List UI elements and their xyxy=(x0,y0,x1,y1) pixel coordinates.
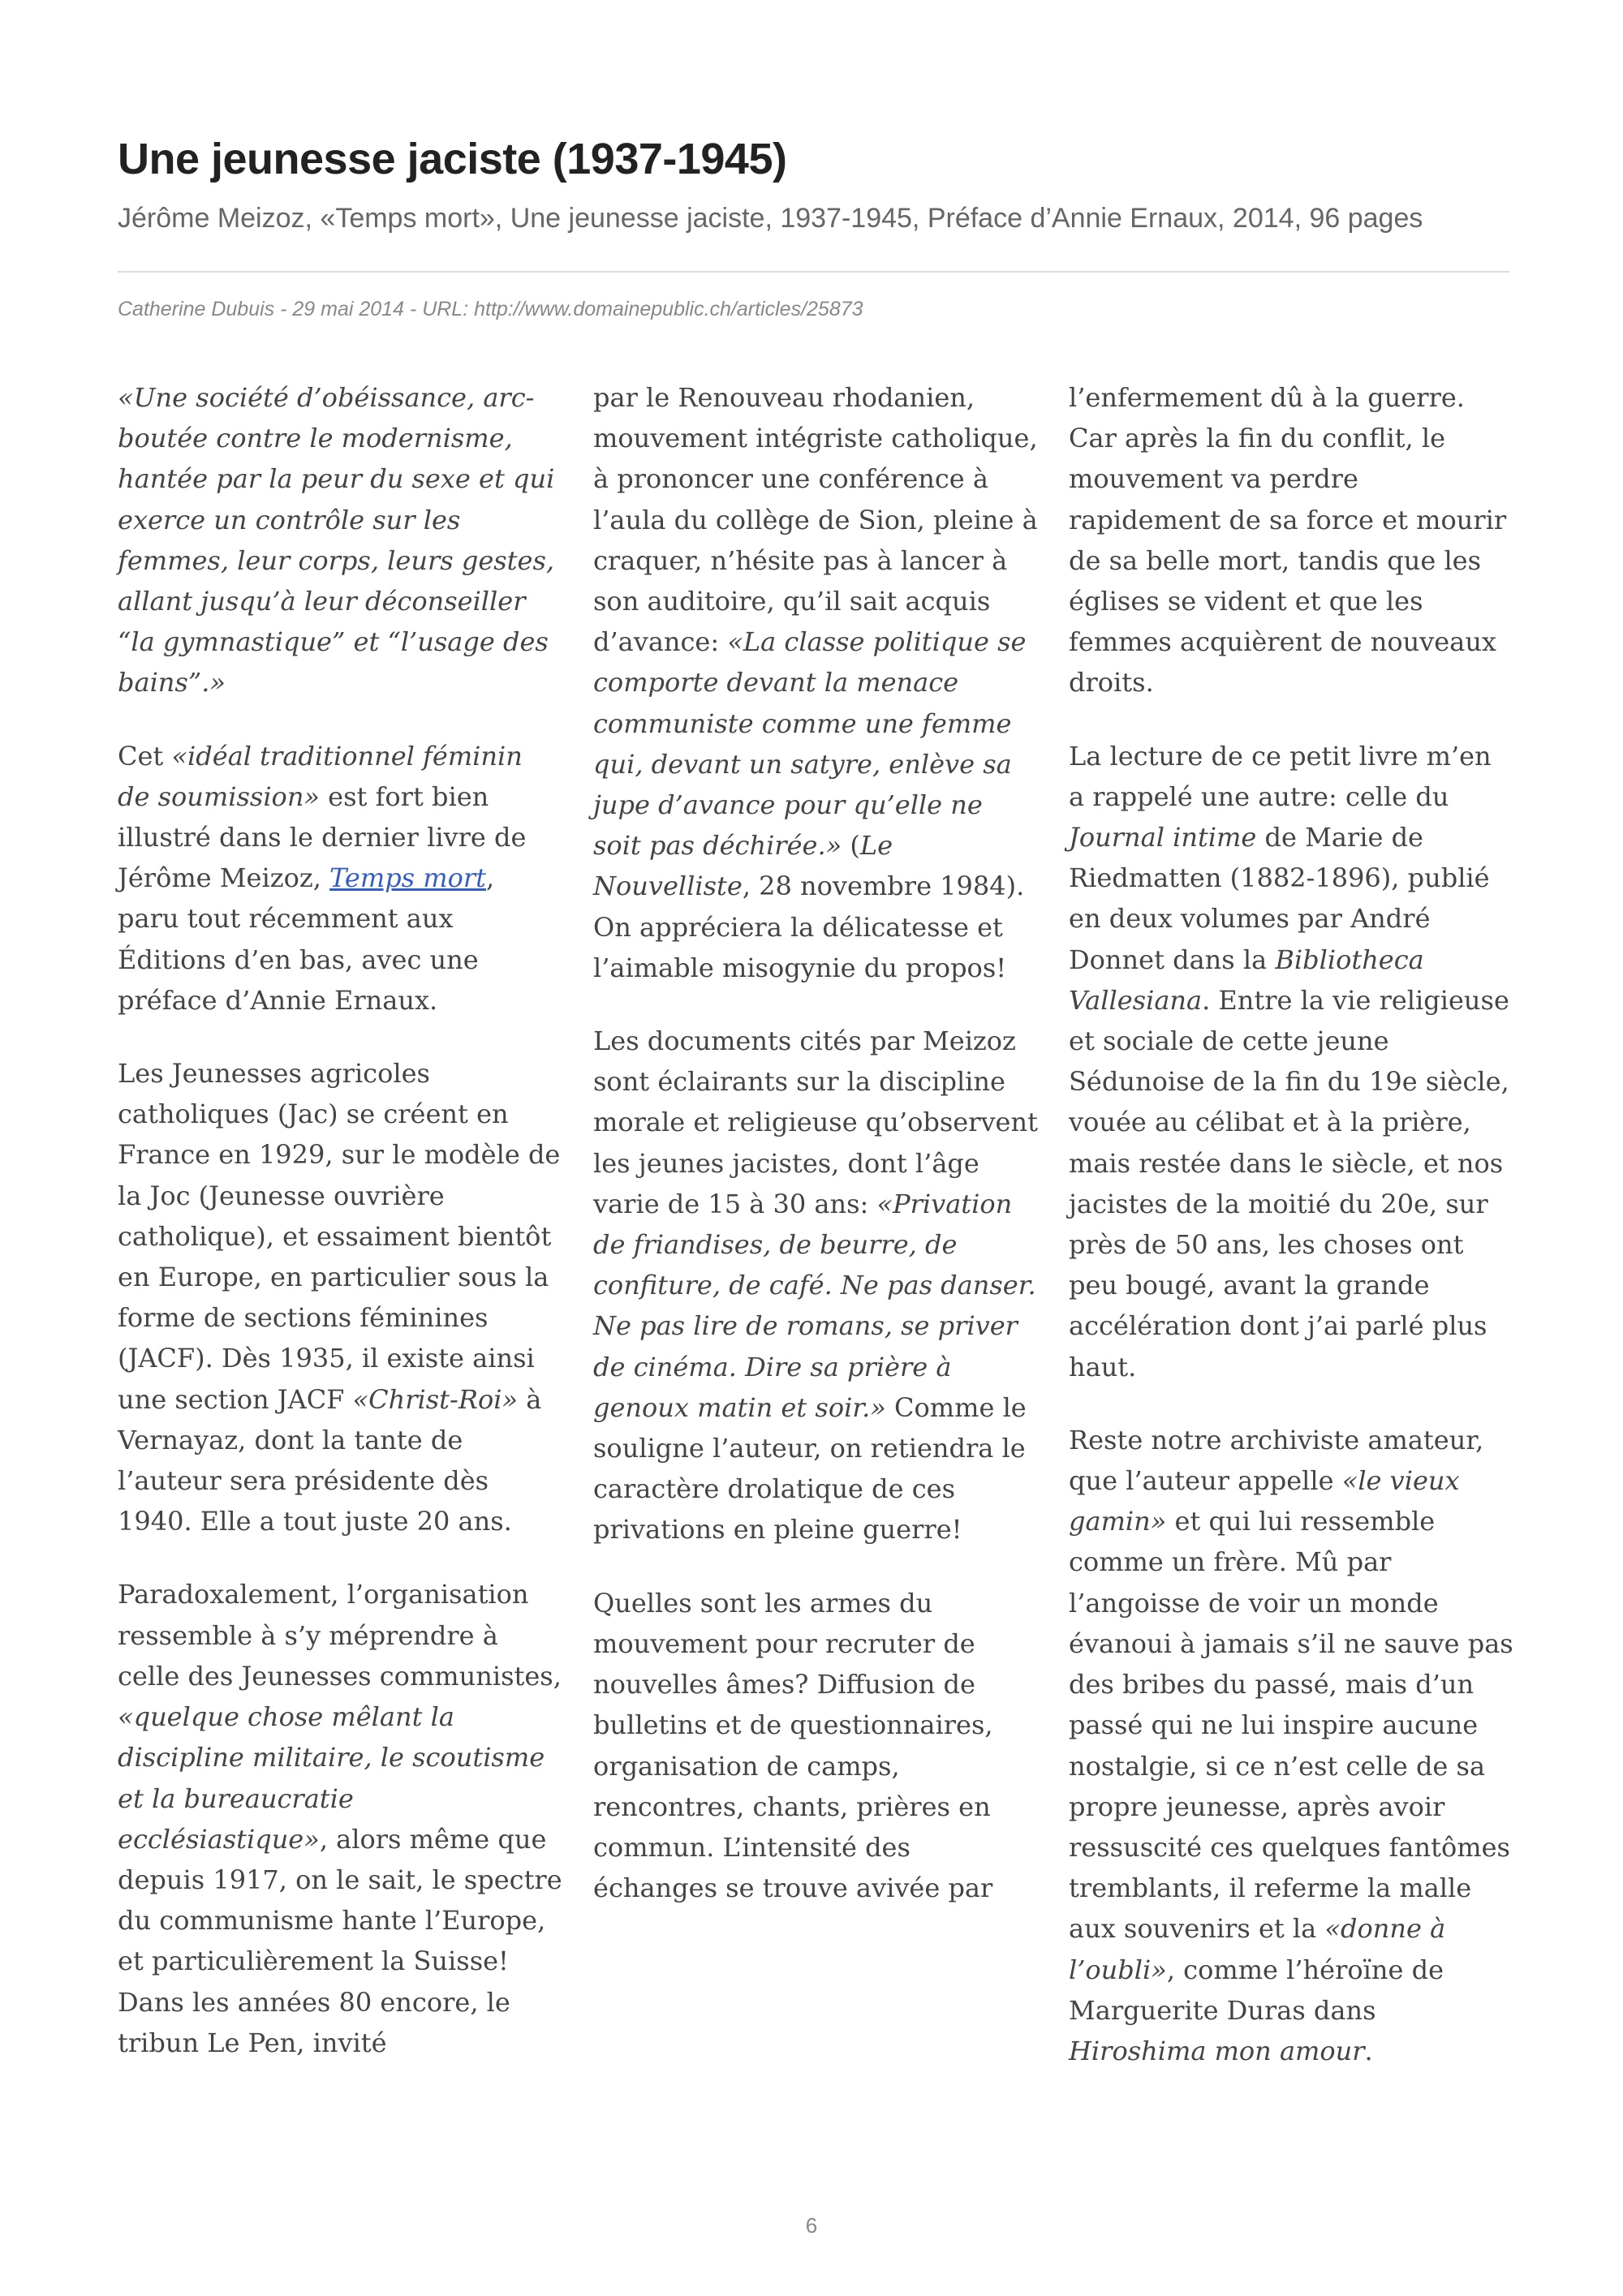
header-divider xyxy=(118,271,1509,273)
paragraph: Les documents cités par Meizoz sont éclairants sur la discipline morale et religieuse qu’observent les jeunes jacistes, dont l’âge varie de 15 à 30 ans: «Privation de friandises, de beurre, de confiture, de café. Ne pas danser. Ne pas lire de romans, se priver de cinéma. Dire sa prière à genoux matin et soir.» Comme le souligne l’auteur, on retiendra le caractère drolatique de ces privations en pleine guerre! xyxy=(593,1025,1038,1546)
article-title: Une jeunesse jaciste (1937-1945) xyxy=(118,135,787,183)
paragraph: Cet «idéal traditionnel féminin de soumission» est fort bien illustré dans le dernier livre de Jérôme Meizoz, Temps mort, paru tout récemment aux Éditions d’en bas, avec une préface d’Annie Ernaux. xyxy=(118,740,527,1016)
article-meta: Catherine Dubuis - 29 mai 2014 - URL: http://www.domainepublic.ch/articles/25873 xyxy=(118,298,863,320)
paragraph: La lecture de ce petit livre m’en a rappelé une autre: celle du Journal intime de Marie de Riedmatten (1882-1896), publié en deux volumes par André Donnet dans la Bibliotheca Vallesiana. Entre la vie religieuse et sociale de cette jeune Sédunoise de la fin du 19e siècle, vouée au célibat et à la prière, mais restée dans le siècle, et nos jacistes de la moitié du 20e, sur près de 50 ans, les choses ont peu bougé, avant la grande accélération dont j’ai parlé plus haut. xyxy=(1069,740,1509,1382)
article-body xyxy=(118,377,1513,2097)
column-3 xyxy=(1069,377,1513,2097)
column-1 xyxy=(118,377,562,2097)
paragraph: Les Jeunesses agricoles catholiques (Jac) se créent en France en 1929, sur le modèle de la Joc (Jeunesse ouvrière catholique), et essaiment bientôt en Europe, en particulier sous la forme de sections féminines (JACF). Dès 1935, il existe ainsi une section JACF «Christ-Roi» à Vernayaz, dont la tante de l’auteur sera présidente dès 1940. Elle a tout juste 20 ans. xyxy=(118,1058,561,1537)
column-2 xyxy=(593,377,1038,2097)
paragraph: Reste notre archiviste amateur, que l’auteur appelle «le vieux gamin» et qui lui ressemble comme un frère. Mû par l’angoisse de voir un monde évanoui à jamais s’il ne sauve pas des bribes du passé, mais d’un passé qui ne lui inspire aucune nostalgie, si ce n’est celle de sa propre jeunesse, après avoir ressuscité ces quelques fantômes tremblants, il referme la malle aux souvenirs et la «donne à l’oubli», comme l’héroïne de Marguerite Duras dans Hiroshima mon amour. xyxy=(1069,1424,1513,2066)
paragraph xyxy=(118,377,562,703)
paragraph: par le Renouveau rhodanien, mouvement intégriste catholique, à prononcer une conférence à l’aula du collège de Sion, pleine à craquer, n’hésite pas à lancer à son auditoire, qu’il sait acquis d’avance: «La classe politique se comporte devant la menace communiste comme une femme qui, devant un satyre, enlève sa jupe d’avance pour qu’elle ne soit pas déchirée.» (Le Nouvelliste, 28 novembre 1984). On appréciera la délicatesse et l’aimable misogynie du propos! xyxy=(593,382,1038,983)
article-subtitle: Jérôme Meizoz, «Temps mort», Une jeunesse jaciste, 1937-1945, Préface d’Annie Ernaux, 2014, 96 pages xyxy=(118,203,1423,234)
paragraph: l’enfermement dû à la guerre. Car après la fin du conflit, le mouvement va perdre rapidement de sa force et mourir de sa belle mort, tandis que les églises se vident et que les femmes acquièrent de nouveaux droits. xyxy=(1069,382,1507,699)
article-header xyxy=(118,130,1509,237)
book-link[interactable]: Temps mort xyxy=(329,862,487,894)
epigraph-quote: «Une société d’obéissance, arc-boutée contre le modernisme, hantée par la peur du sexe et qui exerce un contrôle sur les femmes, leur corps, leurs gestes, allant jusqu’à leur déconseiller “la gymnastique” et “l’usage des bains”.» xyxy=(118,382,555,699)
page-number: 6 xyxy=(805,2213,818,2238)
paragraph: Quelles sont les armes du mouvement pour recruter de nouvelles âmes? Diffusion de bulletins et de questionnaires, organisation de camps, rencontres, chants, prières en commun. L’intensité des échanges se trouve avivée par xyxy=(593,1587,993,1904)
paragraph: Paradoxalement, l’organisation ressemble à s’y méprendre à celle des Jeunesses communistes, «quelque chose mêlant la discipline militaire, le scoutisme et la bureaucratie ecclésiastique», alors même que depuis 1917, on le sait, le spectre du communisme hante l’Europe, et particulièrement la Suisse! Dans les années 80 encore, le tribun Le Pen, invité xyxy=(118,1579,562,2058)
